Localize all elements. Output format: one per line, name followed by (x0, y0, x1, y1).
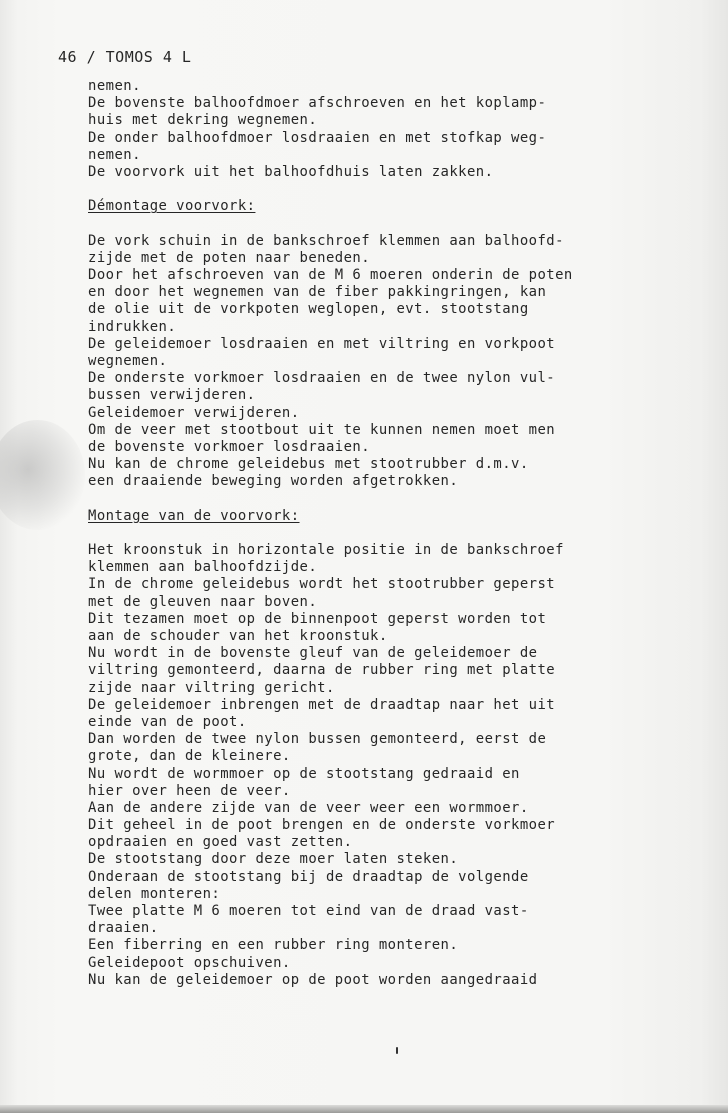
text-line: grote, dan de kleinere. (88, 748, 291, 765)
text-line: een draaiende beweging worden afgetrokken. (88, 473, 459, 490)
text-line: Een fiberring en een rubber ring monteren. (88, 937, 459, 954)
text-line: en door het wegnemen van de fiber pakkingringen, kan (88, 284, 547, 301)
text-line: huis met dekring wegnemen. (88, 112, 318, 129)
text-line: In de chrome geleidebus wordt het stootrubber geperst (88, 576, 556, 593)
text-line: wegnemen. (88, 353, 168, 369)
text-line: Geleidemoer verwijderen. (88, 404, 300, 421)
text-line: bussen verwijderen. (88, 387, 256, 404)
text-line: nemen. (88, 78, 141, 94)
text-line: De geleidemoer losdraaien en met viltring en vorkpoot (88, 335, 556, 352)
text-line: De vork schuin in de bankschroef klemmen aan balhoofd- (88, 232, 564, 249)
text-line: opdraaien en goed vast zetten. (88, 834, 353, 851)
text-line: de bovenste vorkmoer losdraaien. (88, 438, 371, 455)
page-number: 46 (58, 48, 78, 66)
text-line: hier over heen de veer. (88, 782, 291, 799)
body-text (88, 78, 728, 989)
text-line: zijde met de poten naar beneden. (88, 249, 371, 266)
text-line: De geleidemoer inbrengen met de draadtap naar het uit (88, 696, 556, 713)
text-line: indrukken. (88, 318, 177, 335)
text-line: De voorvork uit het balhoofdhuis laten zakken. (88, 163, 494, 180)
page-bottom-edge (0, 1105, 728, 1113)
text-line: zijde naar viltring gericht. (88, 679, 335, 696)
text-line: aan de schouder van het kroonstuk. (88, 628, 388, 644)
text-line: de olie uit de vorkpoten weglopen, evt. stootstang (88, 301, 529, 318)
text-line: Onderaan de stootstang bij de draadtap de volgende (88, 868, 529, 885)
text-line: viltring gemonteerd, daarna de rubber ring met platte (88, 662, 556, 679)
text-line: delen monteren: (88, 885, 221, 902)
text-line: Nu kan de geleidemoer op de poot worden aangedraaid (88, 971, 538, 988)
text-line: Dan worden de twee nylon bussen gemonteerd, eerst de (88, 731, 547, 748)
intro-paragraph (88, 78, 728, 181)
text-line: klemmen aan balhoofdzijde. (88, 559, 318, 576)
text-line: Aan de andere zijde van de veer weer een wormmoer. (88, 799, 529, 816)
text-line: draaien. (88, 920, 159, 937)
stray-ink-mark (396, 1047, 398, 1054)
text-line: met de gleuven naar boven. (88, 593, 318, 610)
text-line: einde van de poot. (88, 713, 247, 730)
header-separator: / (86, 48, 97, 66)
text-line: Dit tezamen moet op de binnenpoot geperst worden tot (88, 610, 547, 627)
text-line: De bovenste balhoofdmoer afschroeven en het koplamp- (88, 95, 547, 112)
document-title: TOMOS 4 L (105, 48, 192, 66)
text-line: Door het afschroeven van de M 6 moeren onderin de poten (88, 267, 573, 284)
text-line: Het kroonstuk in horizontale positie in de bankschroef (88, 542, 564, 559)
section-heading-demontage: Démontage voorvork: (88, 198, 256, 215)
text-line: Geleidepoot opschuiven. (88, 954, 291, 971)
demontage-paragraph (88, 233, 728, 491)
text-line: Nu kan de chrome geleidebus met stootrubber d.m.v. (88, 456, 529, 473)
section-heading-montage: Montage van de voorvork: (88, 507, 300, 524)
montage-paragraph (88, 542, 728, 989)
text-line: Nu wordt in de bovenste gleuf van de geleidemoer de (88, 645, 538, 662)
page-smudge (0, 420, 85, 530)
text-line: De onderste vorkmoer losdraaien en de twee nylon vul- (88, 370, 556, 387)
text-line: nemen. (88, 146, 141, 163)
text-line: Om de veer met stootbout uit te kunnen nemen moet men (88, 421, 556, 438)
text-line: De stootstang door deze moer laten steken. (88, 851, 459, 868)
page-header (58, 48, 191, 66)
text-line: Nu wordt de wormmoer op de stootstang gedraaid en (88, 765, 520, 782)
text-line: Twee platte M 6 moeren tot eind van de draad vast- (88, 903, 529, 919)
text-line: De onder balhoofdmoer losdraaien en met stofkap weg- (88, 129, 547, 146)
text-line: Dit geheel in de poot brengen en de onderste vorkmoer (88, 817, 556, 834)
